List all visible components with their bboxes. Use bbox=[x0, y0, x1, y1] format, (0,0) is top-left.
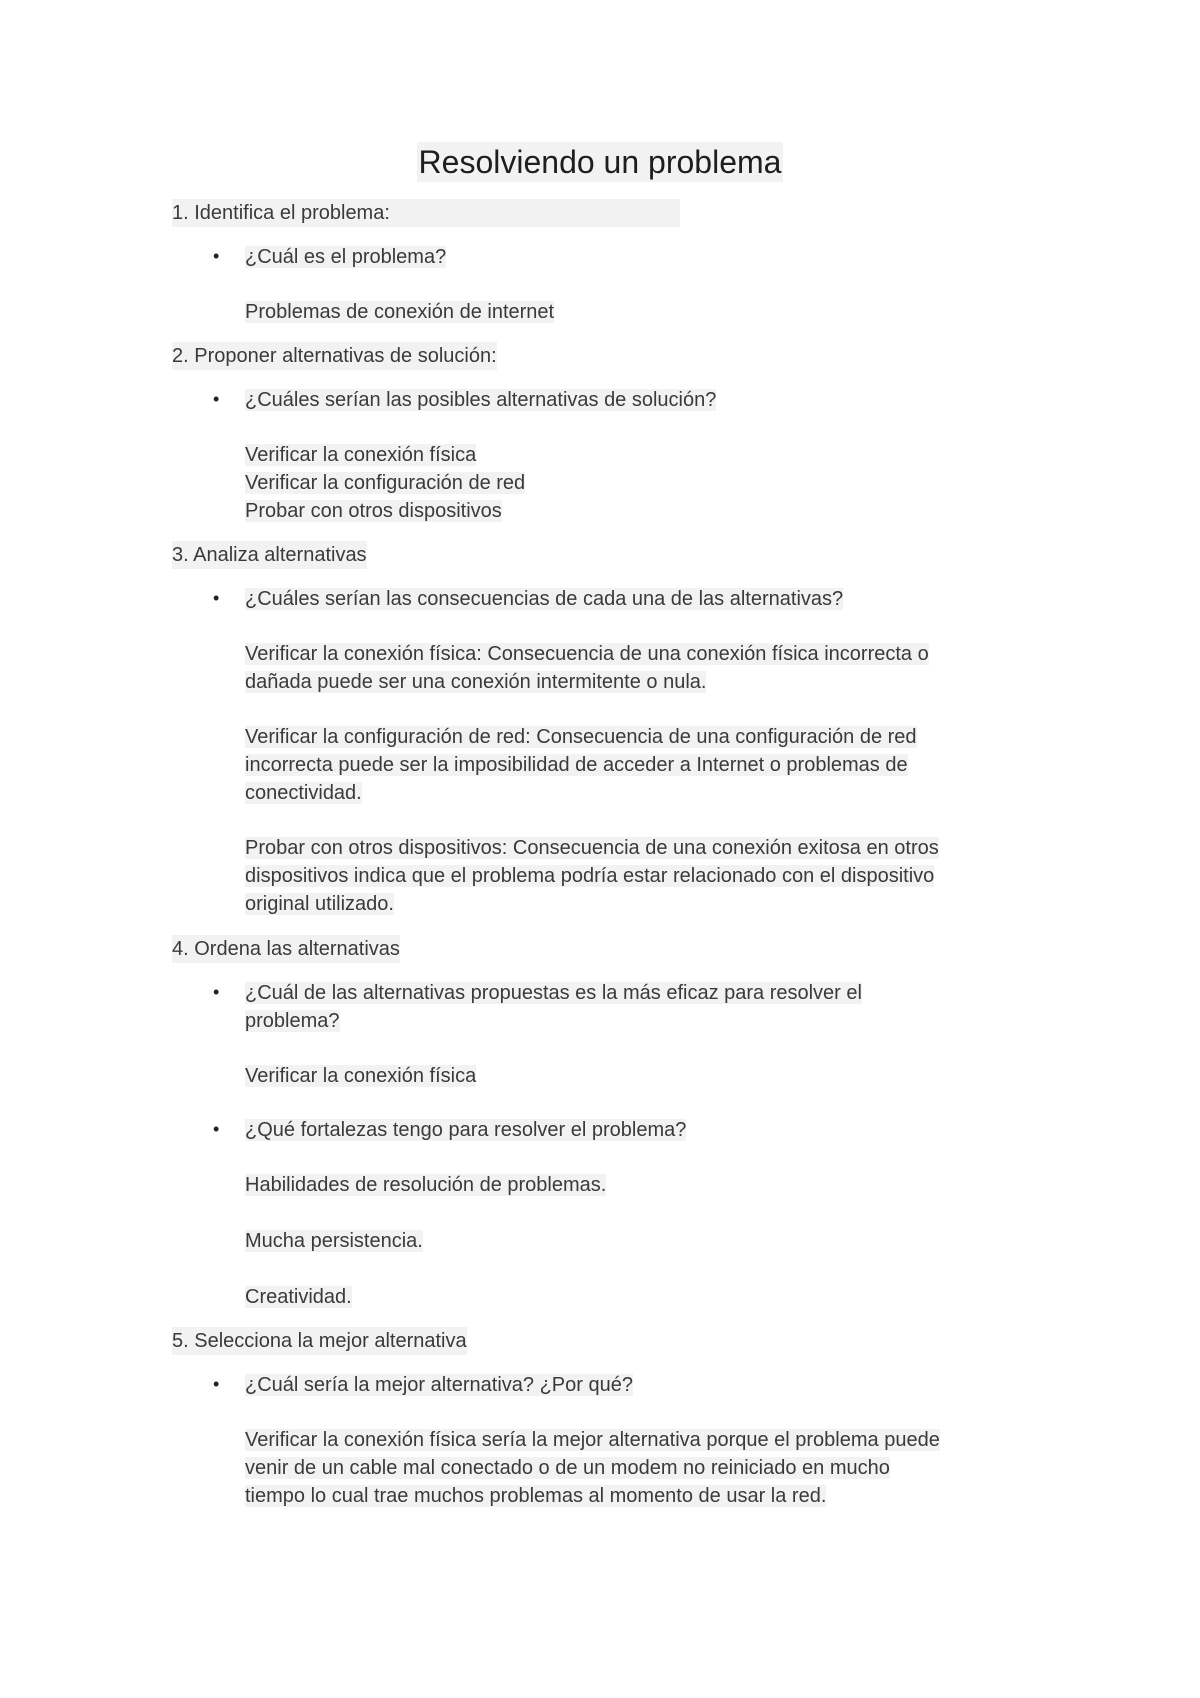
question: ¿Cuáles serían las consecuencias de cada una de las alternativas? bbox=[245, 588, 844, 610]
bullet-icon: • bbox=[213, 588, 220, 608]
question: ¿Cuál es el problema? bbox=[245, 246, 447, 268]
answer: Verificar la conexión física: Consecuencia de una conexión física incorrecta o dañada puede ser una conexión intermitente o nula. bbox=[245, 643, 929, 693]
answer: Creatividad. bbox=[245, 1286, 352, 1308]
answer: Verificar la conexión física sería la mejor alternativa porque el problema puede venir de un cable mal conectado o de un modem no reiniciado en mucho tiempo lo cual trae muchos problemas al momento de usar la red. bbox=[245, 1429, 940, 1507]
question: ¿Qué fortalezas tengo para resolver el problema? bbox=[245, 1119, 687, 1141]
section-heading-3: 3. Analiza alternativas bbox=[172, 541, 367, 569]
bullet-icon: • bbox=[213, 982, 220, 1002]
section-heading-4: 4. Ordena las alternativas bbox=[172, 935, 400, 963]
section-heading-5: 5. Selecciona la mejor alternativa bbox=[172, 1327, 467, 1355]
bullet-icon: • bbox=[213, 1374, 220, 1394]
bullet-icon: • bbox=[213, 1119, 220, 1139]
document-title: Resolviendo un problema bbox=[418, 144, 782, 180]
question: ¿Cuál de las alternativas propuestas es la más eficaz para resolver el problema? bbox=[245, 982, 862, 1032]
answer: Verificar la conexión física Verificar la configuración de red Probar con otros dispositivos bbox=[245, 444, 526, 522]
question: ¿Cuál sería la mejor alternativa? ¿Por qué? bbox=[245, 1374, 633, 1396]
answer: Verificar la conexión física bbox=[245, 1065, 477, 1087]
answer: Habilidades de resolución de problemas. bbox=[245, 1174, 607, 1196]
bullet-icon: • bbox=[213, 246, 220, 266]
section-heading-1: 1. Identifica el problema: bbox=[172, 199, 680, 227]
answer: Problemas de conexión de internet bbox=[245, 301, 555, 323]
question: ¿Cuáles serían las posibles alternativas de solución? bbox=[245, 389, 717, 411]
section-heading-2: 2. Proponer alternativas de solución: bbox=[172, 342, 497, 370]
answer: Mucha persistencia. bbox=[245, 1230, 423, 1252]
bullet-icon: • bbox=[213, 389, 220, 409]
answer: Probar con otros dispositivos: Consecuencia de una conexión exitosa en otros dispositivos indica que el problema podría estar relacionado con el dispositivo original utilizado. bbox=[245, 837, 939, 915]
answer: Verificar la configuración de red: Consecuencia de una configuración de red incorrecta puede ser la imposibilidad de acceder a Internet o problemas de conectividad. bbox=[245, 726, 917, 804]
